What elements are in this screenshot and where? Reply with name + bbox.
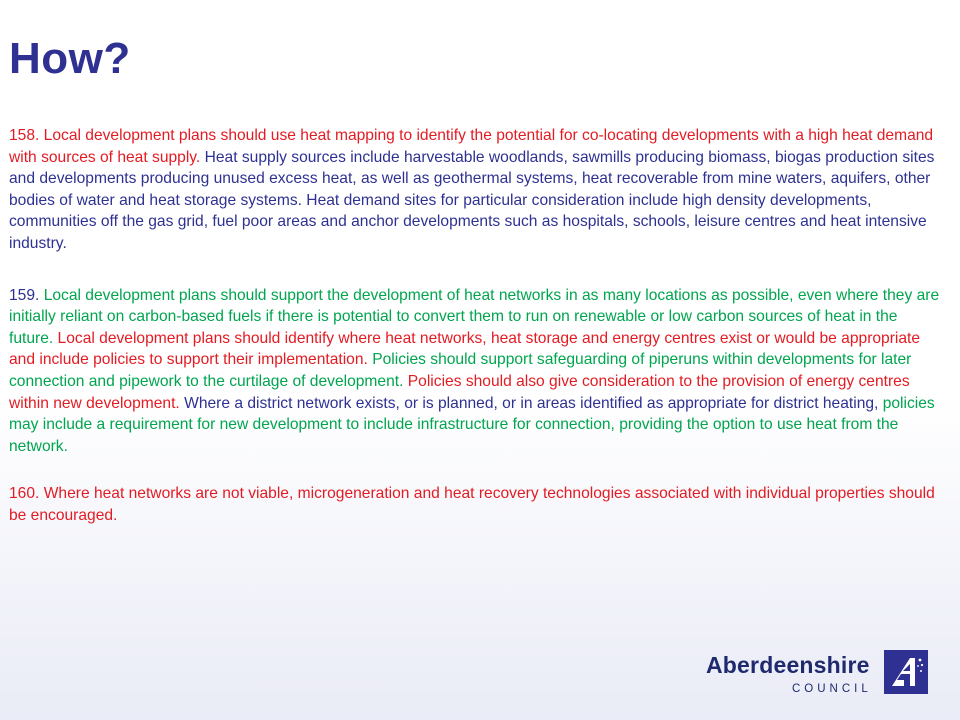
- logo-subtitle: COUNCIL: [792, 683, 872, 695]
- text-segment: Where a district network exists, or is planned, or in areas identified as appropriate for district heating,: [184, 394, 883, 412]
- text-segment: 158. Local development plans should use heat mapping to identify the potential for co-locating developments with a high heat demand with sources of heat supply.: [9, 127, 934, 166]
- text-segment: 160.: [9, 485, 44, 503]
- body-text: [9, 125, 941, 557]
- paragraph-159: [9, 285, 941, 458]
- text-segment: Policies should also give consideration to the provision of energy centres within new development.: [9, 372, 910, 412]
- council-mark-icon: [884, 650, 928, 694]
- text-segment: policies may include a requirement for new development to include infrastructure for connection, providing the option to use heat from the network.: [9, 394, 935, 455]
- text-segment: Local development plans should support the development of heat networks in as many locations as possible, even where they are initially reliant on carbon-based fuels if there is potential to convert them to run on renewable or low carbon sources of heat in the future.: [9, 286, 940, 347]
- text-segment: Policies should support safeguarding of piperuns within developments for later connection and pipework to the curtilage of development.: [9, 351, 912, 390]
- paragraph-160: [9, 483, 941, 526]
- paragraph-158: [9, 125, 941, 255]
- text-segment: Heat supply sources include harvestable woodlands, sawmills producing biomass, biogas production sites and developments producing unused excess heat, as well as geothermal systems, heat recoverable from mine waters, aquifers, other bodies of water and heat storage systems. Heat demand sites for particular consideration include high density developments, communities off the gas grid, fuel poor areas and anchor developments such as hospitals, schools, leisure centres and heat intensive industry.: [9, 148, 935, 252]
- text-segment: Local development plans should identify where heat networks, heat storage and energy centres exist or would be appropriate and include policies to support their implementation.: [9, 329, 921, 369]
- slide-title: How?: [9, 34, 131, 83]
- text-segment: Where heat networks are not viable, microgeneration and heat recovery technologies associated with individual properties should be encouraged.: [9, 485, 935, 524]
- text-segment: 159.: [9, 286, 44, 304]
- logo-name: Aberdeenshire: [706, 652, 870, 678]
- aberdeenshire-council-logo: [706, 650, 928, 698]
